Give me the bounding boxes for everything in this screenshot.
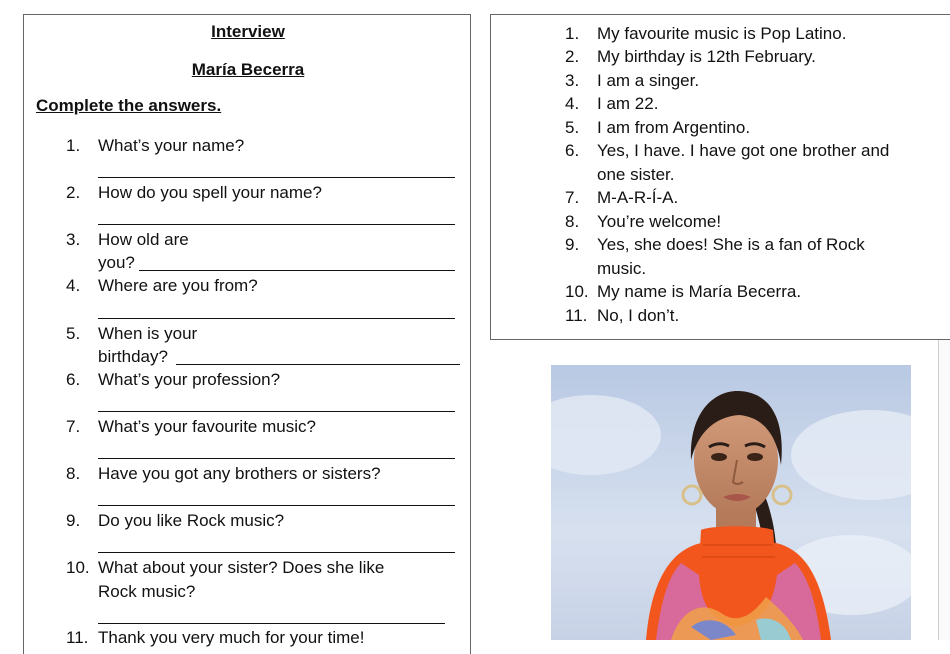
interviewee-name: María Becerra [191, 60, 305, 79]
interview-heading: Interview [211, 22, 285, 41]
answer-line[interactable] [98, 623, 445, 624]
answer-line[interactable] [98, 177, 455, 178]
answer-line[interactable] [98, 552, 455, 553]
instruction: Complete the answers. [36, 96, 222, 115]
answer-line[interactable] [176, 364, 460, 365]
interview-box: Interview María Becerra Complete the answers. 1. What’s your name? 2. How do you spell your name? 3. How old are you? 4. Where are you from? 5. When is your birthday? 6. What’s your profession? 7. What’s your favourite music? 8. Have you got any brothers or sisters? 9. Do you like Rock music? 10. What about your sister? Does she like Rock music? 11. Thank you very much for your time! [23, 14, 471, 654]
page-edge [938, 340, 950, 640]
portrait-illustration [551, 365, 911, 640]
answer-line[interactable] [98, 505, 455, 506]
singer-photo [551, 365, 911, 640]
answer-line[interactable] [98, 318, 455, 319]
answer-line[interactable] [98, 224, 455, 225]
answer-line[interactable] [139, 270, 455, 271]
answer-line[interactable] [98, 458, 455, 459]
answers-box: 1. My favourite music is Pop Latino. 2. My birthday is 12th February. 3. I am a singer. 4. I am 22. 5. I am from Argentino. 6. Yes, I have. I have got one brother and one sister. 7. M-A-R-Í-A. 8. You’re welcome! 9. Yes, she does! She is a fan of Rock music. 10. My name is María Becerra. 11. No, I don’t. [490, 14, 950, 340]
answer-line[interactable] [98, 411, 455, 412]
